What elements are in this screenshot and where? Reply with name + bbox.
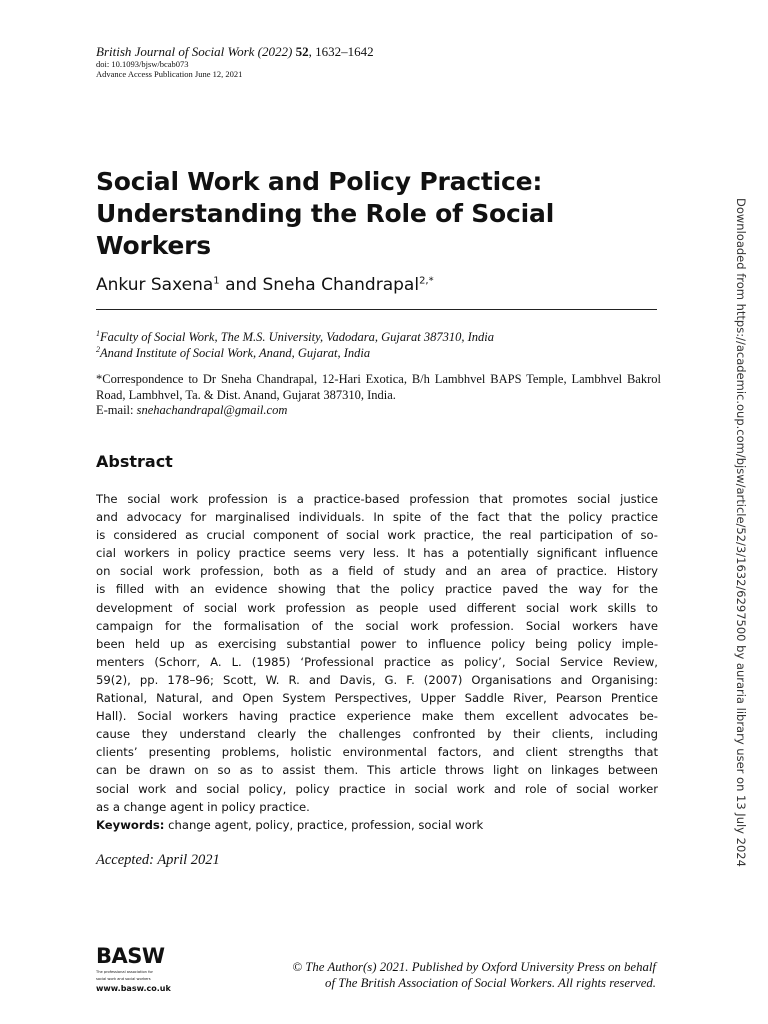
correspondence-note	[96, 372, 661, 419]
logo-tagline: The professional association for	[96, 970, 154, 974]
abstract-body	[96, 490, 658, 816]
title-divider	[96, 309, 657, 310]
correspondence-text: *Correspondence to Dr Sneha Chandrapal, 12-Hari Exotica, B/h Lambhvel BAPS Temple, Lambhvel Bakrol Road, Lambhvel, Ta. & Dist. Anand, Gujarat 387310, India.	[96, 372, 661, 402]
accepted-date: Accepted: April 2021	[96, 852, 220, 868]
abstract-line: clients’ presenting problems, holistic environmental factors, and client strengths that	[96, 745, 658, 760]
abstract-line: on social work profession, both as a field of study and an area of practice. History	[96, 564, 658, 579]
abstract-line: Rational, Natural, and Open System Perspectives, Upper Saddle River, Pearson Prentice	[96, 691, 658, 706]
copyright-line-1: © The Author(s) 2021. Published by Oxford University Press on behalf	[292, 960, 656, 974]
logo-tagline: social work and social workers	[96, 977, 151, 982]
email-label: E-mail:	[96, 403, 137, 417]
download-watermark: Downloaded from https://academic.oup.com/bjsw/article/52/3/1632/6297500 by auraria library user on 13 July 2024	[734, 198, 748, 867]
copyright-notice	[292, 959, 656, 991]
copyright-line-2: of The British Association of Social Workers. All rights reserved.	[325, 976, 656, 990]
affiliation-mark: 1	[96, 328, 100, 338]
abstract-line: 59(2), pp. 178–96; Scott, W. R. and Davis, G. F. (2007) Organisations and Organising:	[96, 672, 658, 687]
abstract-line: can be drawn on so as to assist them. This article throws light on linkages between	[96, 763, 658, 778]
abstract-line: campaign for the formalisation of the social work profession. Social workers have	[96, 618, 658, 633]
logo-wordmark: BASW	[96, 944, 165, 968]
advance-access-line: Advance Access Publication June 12, 2021	[96, 69, 243, 79]
journal-pages: , 1632–1642	[308, 44, 374, 59]
abstract-line: cause they understand clearly the challenges confronted by their clients, including	[96, 727, 658, 742]
basw-logo[interactable]	[96, 944, 171, 994]
journal-citation	[96, 44, 374, 59]
author-affiliation-mark: 1	[213, 275, 220, 287]
abstract-line: is considered as crucial component of social work practice, the real participation of so-	[96, 528, 658, 543]
abstract-heading: Abstract	[96, 452, 173, 471]
affiliation-mark: 2	[96, 344, 100, 354]
title-line-2: Understanding the Role of Social	[96, 199, 555, 228]
title-line-3: Workers	[96, 231, 211, 260]
doi-line[interactable]: doi: 10.1093/bjsw/bcab073	[96, 59, 189, 69]
author-list	[96, 274, 434, 296]
journal-name: British Journal of Social Work (2022)	[96, 44, 296, 59]
affiliation-1	[96, 329, 494, 345]
author-name[interactable]: Sneha Chandrapal	[262, 275, 420, 295]
keywords	[96, 817, 483, 833]
abstract-line: cial workers in policy practice seems very less. It has a potentially significant influence	[96, 546, 658, 561]
affiliation-text: Anand Institute of Social Work, Anand, Gujarat, India	[100, 346, 371, 360]
abstract-line: Hall). Social workers having practice experience make them excellent advocates be-	[96, 709, 658, 724]
abstract-line: development of social work profession as people used different social work skills to	[96, 600, 658, 615]
abstract-line: been held up as exercising substantial power to influence policy being policy imple-	[96, 636, 658, 651]
abstract-line: The social work profession is a practice-based profession that promotes social justice	[96, 492, 658, 506]
author-conjunction: and	[219, 275, 263, 295]
email-link[interactable]: snehachandrapal@gmail.com	[136, 403, 288, 417]
author-name[interactable]: Ankur Saxena	[96, 275, 214, 295]
abstract-line: as a change agent in policy practice.	[96, 799, 310, 814]
abstract-line: is filled with an evidence showing that the policy practice paved the way for the	[96, 582, 658, 597]
abstract-line: social work and social policy, policy practice in social work and role of social worker	[96, 781, 658, 796]
abstract-line: and advocacy for marginalised individuals. In spite of the fact that the policy practice	[96, 510, 658, 525]
journal-volume: 52	[295, 44, 309, 59]
affiliation-2	[96, 345, 370, 361]
affiliation-text: Faculty of Social Work, The M.S. University, Vadodara, Gujarat 387310, India	[100, 330, 494, 344]
abstract-line: menters (Schorr, A. L. (1985) ‘Professional practice as policy’, Social Service Review,	[96, 654, 658, 669]
keywords-list: change agent, policy, practice, profession, social work	[164, 818, 484, 832]
title-line-1: Social Work and Policy Practice:	[96, 167, 543, 196]
logo-url[interactable]: www.basw.co.uk	[96, 984, 171, 994]
keywords-label: Keywords:	[96, 818, 165, 832]
author-affiliation-mark: 2,*	[419, 275, 434, 287]
article-title	[96, 166, 636, 262]
